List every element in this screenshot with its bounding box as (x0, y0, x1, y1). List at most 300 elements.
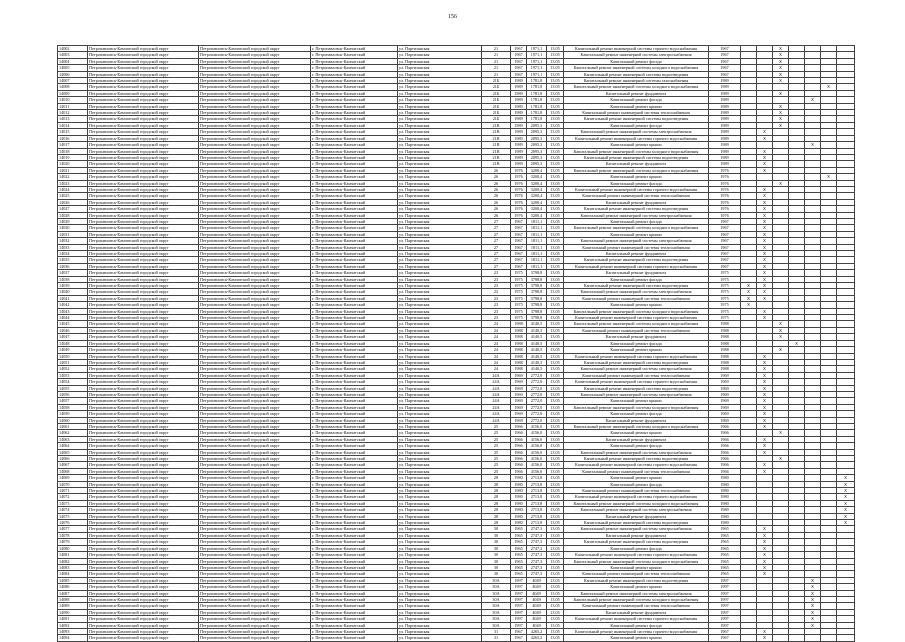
house-number-cell: 26 (482, 174, 511, 180)
year-built-cell: 1975 (511, 302, 527, 308)
year-built-cell: 1965 (511, 526, 527, 532)
locality-cell: г. Петропавловск-Камчатский (311, 52, 398, 58)
house-number-cell: 21В (482, 161, 511, 167)
municipality-cell: Петропавловск-Камчатский городской округ (88, 231, 199, 237)
locality-cell: г. Петропавловск-Камчатский (311, 154, 398, 160)
period-mark-5-cell: X (805, 584, 821, 590)
row-number-cell: 14083 (58, 564, 88, 570)
locality-cell: г. Петропавловск-Камчатский (311, 110, 398, 116)
street-cell: ул. Партизанская (398, 199, 482, 205)
year-overhaul-cell: 1966 (709, 430, 741, 436)
year-built-cell: 1965 (511, 558, 527, 564)
house-number-cell: 30А (482, 596, 511, 602)
work-type-cell: Капитальный ремонт фасада (564, 180, 709, 186)
municipality-cell: Петропавловск-Камчатский городской округ (88, 564, 199, 570)
work-type-cell: Капитальный ремонт фундамента (564, 513, 709, 519)
municipality-cell: Петропавловск-Камчатский городской округ (88, 571, 199, 577)
work-type-cell: Капитальный ремонт инженерной системы водоотведения (564, 283, 709, 289)
work-type-cell: Капитальный ремонт инженерной системы водоотведения (564, 520, 709, 526)
street-cell: ул. Партизанская (398, 334, 482, 340)
street-cell: ул. Партизанская (398, 372, 482, 378)
total-area-cell: 1811,1 (527, 257, 547, 263)
municipality-cell: Петропавловск-Камчатский городской округ (88, 257, 199, 263)
settlement-cell: Петропавловск-Камчатский городской округ (199, 359, 311, 365)
street-cell: ул. Партизанская (398, 110, 482, 116)
year-overhaul-cell: 1967 (709, 71, 741, 77)
year-overhaul-cell: 1976 (709, 174, 741, 180)
street-cell: ул. Партизанская (398, 263, 482, 269)
municipality-cell: Петропавловск-Камчатский городской округ (88, 295, 199, 301)
municipality-cell: Петропавловск-Камчатский городской округ (88, 500, 199, 506)
house-number-cell: 23 (482, 308, 511, 314)
row-number-cell: 14057 (58, 398, 88, 404)
municipality-cell: Петропавловск-Камчатский городской округ (88, 193, 199, 199)
period-mark-2-cell: X (757, 564, 773, 570)
year-built-cell: 1967 (511, 238, 527, 244)
settlement-cell: Петропавловск-Камчатский городской округ (199, 212, 311, 218)
house-number-cell: 31 (482, 635, 511, 641)
year-overhaul-cell: 1989 (709, 154, 741, 160)
total-area-cell: 2713,8 (527, 507, 547, 513)
locality-cell: г. Петропавловск-Камчатский (311, 577, 398, 583)
normative-code-cell: 13.05 (547, 321, 564, 327)
year-built-cell: 1976 (511, 186, 527, 192)
row-number-cell: 14012 (58, 110, 88, 116)
period-mark-2-cell: X (757, 411, 773, 417)
municipality-cell: Петропавловск-Камчатский городской округ (88, 129, 199, 135)
normative-code-cell: 13.05 (547, 481, 564, 487)
total-area-cell: 2747,3 (527, 552, 547, 558)
house-number-cell: 26 (482, 193, 511, 199)
year-overhaul-cell: 1967 (709, 52, 741, 58)
settlement-cell: Петропавловск-Камчатский городской округ (199, 596, 311, 602)
normative-code-cell: 13.05 (547, 366, 564, 372)
total-area-cell: 2095,3 (527, 148, 547, 154)
normative-code-cell: 13.05 (547, 577, 564, 583)
year-built-cell: 1966 (511, 423, 527, 429)
year-overhaul-cell: 1967 (709, 231, 741, 237)
year-built-cell: 1997 (511, 609, 527, 615)
locality-cell: г. Петропавловск-Камчатский (311, 609, 398, 615)
normative-code-cell: 13.05 (547, 571, 564, 577)
period-mark-4-cell (789, 635, 805, 641)
year-built-cell: 1967 (511, 628, 527, 634)
locality-cell: г. Петропавловск-Камчатский (311, 257, 398, 263)
settlement-cell: Петропавловск-Камчатский городской округ (199, 468, 311, 474)
house-number-cell: 24А (482, 372, 511, 378)
year-built-cell: 1975 (511, 295, 527, 301)
locality-cell: г. Петропавловск-Камчатский (311, 231, 398, 237)
work-type-cell: Капитальный ремонт инженерной системы электроснабжения (564, 129, 709, 135)
total-area-cell: 2095,3 (527, 129, 547, 135)
settlement-cell: Петропавловск-Камчатский городской округ (199, 251, 311, 257)
work-type-cell: Капитальный ремонт инженерной системы холодного водоснабжения (564, 558, 709, 564)
year-overhaul-cell: 1980 (709, 494, 741, 500)
house-number-cell: 23 (482, 315, 511, 321)
total-area-cell: 2747,3 (527, 545, 547, 551)
locality-cell: г. Петропавловск-Камчатский (311, 449, 398, 455)
year-built-cell: 1980 (511, 488, 527, 494)
locality-cell: г. Петропавловск-Камчатский (311, 430, 398, 436)
year-overhaul-cell: 1997 (709, 616, 741, 622)
locality-cell: г. Петропавловск-Камчатский (311, 552, 398, 558)
work-type-cell: Капитальный ремонт фасада (564, 218, 709, 224)
year-overhaul-cell: 1967 (709, 58, 741, 64)
period-mark-5-cell: X (805, 603, 821, 609)
house-number-cell: 30 (482, 532, 511, 538)
settlement-cell: Петропавловск-Камчатский городской округ (199, 436, 311, 442)
locality-cell: г. Петропавловск-Камчатский (311, 520, 398, 526)
municipality-cell: Петропавловск-Камчатский городской округ (88, 635, 199, 641)
settlement-cell: Петропавловск-Камчатский городской округ (199, 622, 311, 628)
year-overhaul-cell: 1988 (709, 327, 741, 333)
year-overhaul-cell: 1966 (709, 436, 741, 442)
year-overhaul-cell: 1967 (709, 263, 741, 269)
year-built-cell: 1966 (511, 430, 527, 436)
work-type-cell: Капитальный ремонт фундамента (564, 417, 709, 423)
normative-code-cell: 13.05 (547, 552, 564, 558)
total-area-cell: 1781,8 (527, 103, 547, 109)
locality-cell: г. Петропавловск-Камчатский (311, 65, 398, 71)
settlement-cell: Петропавловск-Камчатский городской округ (199, 366, 311, 372)
year-built-cell: 1965 (511, 571, 527, 577)
normative-code-cell: 13.05 (547, 71, 564, 77)
house-number-cell: 21Б (482, 84, 511, 90)
street-cell: ул. Партизанская (398, 78, 482, 84)
year-overhaul-cell: 1975 (709, 283, 741, 289)
municipality-cell: Петропавловск-Камчатский городской округ (88, 321, 199, 327)
settlement-cell: Петропавловск-Камчатский городской округ (199, 180, 311, 186)
period-mark-3-cell: X (773, 456, 789, 462)
settlement-cell: Петропавловск-Камчатский городской округ (199, 58, 311, 64)
total-area-cell: 3798,8 (527, 289, 547, 295)
row-number-cell: 14039 (58, 283, 88, 289)
normative-code-cell: 13.05 (547, 244, 564, 250)
period-mark-2-cell: X (757, 289, 773, 295)
street-cell: ул. Партизанская (398, 590, 482, 596)
municipality-cell: Петропавловск-Камчатский городской округ (88, 65, 199, 71)
year-built-cell: 1967 (511, 225, 527, 231)
year-built-cell: 1997 (511, 596, 527, 602)
street-cell: ул. Партизанская (398, 379, 482, 385)
work-type-cell: Капитальный ремонт фундамента (564, 532, 709, 538)
settlement-cell: Петропавловск-Камчатский городской округ (199, 135, 311, 141)
year-overhaul-cell: 1988 (709, 353, 741, 359)
house-number-cell: 28 (482, 481, 511, 487)
work-type-cell: Капитальный ремонт инженерной системы теплоснабжения (564, 468, 709, 474)
total-area-cell: 4156,0 (527, 436, 547, 442)
settlement-cell: Петропавловск-Камчатский городской округ (199, 417, 311, 423)
street-cell: ул. Партизанская (398, 103, 482, 109)
municipality-cell: Петропавловск-Камчатский городской округ (88, 628, 199, 634)
year-overhaul-cell: 1975 (709, 289, 741, 295)
normative-code-cell: 13.05 (547, 58, 564, 64)
year-built-cell: 1989 (511, 135, 527, 141)
period-mark-2-cell: X (757, 404, 773, 410)
street-cell: ул. Партизанская (398, 327, 482, 333)
locality-cell: г. Петропавловск-Камчатский (311, 225, 398, 231)
normative-code-cell: 13.05 (547, 148, 564, 154)
period-mark-3-cell: X (773, 122, 789, 128)
house-number-cell: 21Б (482, 116, 511, 122)
house-number-cell: 28 (482, 475, 511, 481)
year-overhaul-cell: 1967 (709, 257, 741, 263)
year-overhaul-cell: 1976 (709, 186, 741, 192)
row-number-cell: 14058 (58, 404, 88, 410)
municipality-cell: Петропавловск-Камчатский городской округ (88, 199, 199, 205)
locality-cell: г. Петропавловск-Камчатский (311, 558, 398, 564)
work-type-cell: Капитальный ремонт крыши (564, 142, 709, 148)
normative-code-cell: 13.05 (547, 398, 564, 404)
total-area-cell: 1781,8 (527, 116, 547, 122)
period-mark-2-cell: X (757, 218, 773, 224)
total-area-cell: 2772,0 (527, 379, 547, 385)
year-built-cell: 1967 (511, 218, 527, 224)
municipality-cell: Петропавловск-Камчатский городской округ (88, 58, 199, 64)
year-overhaul-cell: 1989 (709, 142, 741, 148)
house-number-cell: 28 (482, 500, 511, 506)
year-built-cell: 1988 (511, 347, 527, 353)
locality-cell: г. Петропавловск-Камчатский (311, 347, 398, 353)
work-type-cell: Капитальный ремонт инженерной системы горячего водоснабжения (564, 135, 709, 141)
settlement-cell: Петропавловск-Камчатский городской округ (199, 456, 311, 462)
street-cell: ул. Партизанская (398, 571, 482, 577)
settlement-cell: Петропавловск-Камчатский городской округ (199, 481, 311, 487)
year-built-cell: 1989 (511, 116, 527, 122)
normative-code-cell: 13.05 (547, 251, 564, 257)
year-built-cell: 1975 (511, 276, 527, 282)
total-area-cell: 2772,0 (527, 372, 547, 378)
street-cell: ул. Партизанская (398, 616, 482, 622)
year-overhaul-cell: 1989 (709, 135, 741, 141)
locality-cell: г. Петропавловск-Камчатский (311, 628, 398, 634)
street-cell: ул. Партизанская (398, 391, 482, 397)
settlement-cell: Петропавловск-Камчатский городской округ (199, 289, 311, 295)
settlement-cell: Петропавловск-Камчатский городской округ (199, 71, 311, 77)
locality-cell: г. Петропавловск-Камчатский (311, 590, 398, 596)
row-number-cell: 14091 (58, 616, 88, 622)
period-mark-7-cell: X (837, 488, 855, 494)
normative-code-cell: 13.05 (547, 628, 564, 634)
locality-cell: г. Петропавловск-Камчатский (311, 167, 398, 173)
total-area-cell: 3798,8 (527, 295, 547, 301)
house-number-cell: 30 (482, 564, 511, 570)
work-type-cell: Капитальный ремонт инженерной системы холодного водоснабжения (564, 148, 709, 154)
municipality-cell: Петропавловск-Камчатский городской округ (88, 520, 199, 526)
year-overhaul-cell: 1980 (709, 488, 741, 494)
work-type-cell: Капитальный ремонт крыши (564, 635, 709, 641)
normative-code-cell: 13.05 (547, 532, 564, 538)
year-overhaul-cell: 1980 (709, 513, 741, 519)
work-type-cell: Капитальный ремонт фундамента (564, 199, 709, 205)
normative-code-cell: 13.05 (547, 391, 564, 397)
year-built-cell: 1966 (511, 468, 527, 474)
normative-code-cell: 13.05 (547, 372, 564, 378)
street-cell: ул. Партизанская (398, 148, 482, 154)
year-overhaul-cell: 1969 (709, 372, 741, 378)
year-overhaul-cell: 1989 (709, 78, 741, 84)
house-number-cell: 27 (482, 257, 511, 263)
street-cell: ул. Партизанская (398, 52, 482, 58)
period-mark-5-cell: X (805, 142, 821, 148)
normative-code-cell: 13.05 (547, 154, 564, 160)
municipality-cell: Петропавловск-Камчатский городской округ (88, 443, 199, 449)
locality-cell: г. Петропавловск-Камчатский (311, 199, 398, 205)
settlement-cell: Петропавловск-Камчатский городской округ (199, 78, 311, 84)
street-cell: ул. Партизанская (398, 231, 482, 237)
row-number-cell: 14033 (58, 244, 88, 250)
total-area-cell: 1781,8 (527, 84, 547, 90)
work-type-cell: Капитальный ремонт инженерной системы водоотведения (564, 71, 709, 77)
row-number-cell: 14032 (58, 238, 88, 244)
house-number-cell: 27 (482, 225, 511, 231)
municipality-cell: Петропавловск-Камчатский городской округ (88, 590, 199, 596)
total-area-cell: 2713,8 (527, 513, 547, 519)
house-number-cell: 27 (482, 244, 511, 250)
year-overhaul-cell: 1988 (709, 340, 741, 346)
total-area-cell: 2095,3 (527, 135, 547, 141)
total-area-cell: 4156,0 (527, 449, 547, 455)
work-type-cell: Капитальный ремонт инженерной системы холодного водоснабжения (564, 225, 709, 231)
normative-code-cell: 13.05 (547, 129, 564, 135)
work-type-cell: Капитальный ремонт фасада (564, 411, 709, 417)
normative-code-cell: 13.05 (547, 449, 564, 455)
municipality-cell: Петропавловск-Камчатский городской округ (88, 174, 199, 180)
house-number-cell: 30 (482, 526, 511, 532)
locality-cell: г. Петропавловск-Камчатский (311, 436, 398, 442)
street-cell: ул. Партизанская (398, 609, 482, 615)
normative-code-cell: 13.05 (547, 161, 564, 167)
house-number-cell: 31 (482, 628, 511, 634)
total-area-cell: 4265,2 (527, 628, 547, 634)
settlement-cell: Петропавловск-Камчатский городской округ (199, 225, 311, 231)
row-number-cell: 14059 (58, 411, 88, 417)
total-area-cell: 4140,5 (527, 366, 547, 372)
year-overhaul-cell: 1997 (709, 603, 741, 609)
period-mark-2-cell: X (757, 193, 773, 199)
municipality-cell: Петропавловск-Камчатский городской округ (88, 359, 199, 365)
row-number-cell: 14045 (58, 321, 88, 327)
period-mark-3-cell: X (773, 103, 789, 109)
year-built-cell: 1989 (511, 122, 527, 128)
work-type-cell: Капитальный ремонт инженерной системы электроснабжения (564, 391, 709, 397)
municipality-cell: Петропавловск-Камчатский городской округ (88, 84, 199, 90)
house-number-cell: 23 (482, 302, 511, 308)
total-area-cell: 1811,1 (527, 231, 547, 237)
period-mark-2-cell: X (757, 251, 773, 257)
municipality-cell: Петропавловск-Камчатский городской округ (88, 379, 199, 385)
row-number-cell: 14070 (58, 481, 88, 487)
normative-code-cell: 13.05 (547, 456, 564, 462)
year-built-cell: 1980 (511, 513, 527, 519)
row-number-cell: 14056 (58, 391, 88, 397)
year-overhaul-cell: 1976 (709, 206, 741, 212)
normative-code-cell: 13.05 (547, 218, 564, 224)
period-mark-5-cell: X (805, 590, 821, 596)
locality-cell: г. Петропавловск-Камчатский (311, 366, 398, 372)
row-number-cell: 14074 (58, 507, 88, 513)
period-mark-2-cell: X (757, 539, 773, 545)
municipality-cell: Петропавловск-Камчатский городской округ (88, 315, 199, 321)
year-built-cell: 1997 (511, 622, 527, 628)
work-type-cell: Капитальный ремонт инженерной системы холодного водоснабжения (564, 596, 709, 602)
total-area-cell: 2772,0 (527, 398, 547, 404)
row-number-cell: 14024 (58, 186, 88, 192)
municipality-cell: Петропавловск-Камчатский городской округ (88, 110, 199, 116)
municipality-cell: Петропавловск-Камчатский городской округ (88, 513, 199, 519)
year-overhaul-cell: 1966 (709, 468, 741, 474)
page-number: 156 (448, 14, 457, 20)
locality-cell: г. Петропавловск-Камчатский (311, 635, 398, 641)
settlement-cell: Петропавловск-Камчатский городской округ (199, 635, 311, 641)
house-number-cell: 24А (482, 385, 511, 391)
work-type-cell: Капитальный ремонт инженерной системы горячего водоснабжения (564, 186, 709, 192)
normative-code-cell: 13.05 (547, 142, 564, 148)
house-number-cell: 30А (482, 590, 511, 596)
total-area-cell: 2713,8 (527, 520, 547, 526)
year-overhaul-cell: 1989 (709, 148, 741, 154)
total-area-cell: 3798,8 (527, 315, 547, 321)
municipality-cell: Петропавловск-Камчатский городской округ (88, 289, 199, 295)
year-overhaul-cell: 1989 (709, 84, 741, 90)
settlement-cell: Петропавловск-Камчатский городской округ (199, 500, 311, 506)
locality-cell: г. Петропавловск-Камчатский (311, 398, 398, 404)
municipality-cell: Петропавловск-Камчатский городской округ (88, 507, 199, 513)
row-number-cell: 14080 (58, 545, 88, 551)
normative-code-cell: 13.05 (547, 539, 564, 545)
locality-cell: г. Петропавловск-Камчатский (311, 71, 398, 77)
municipality-cell: Петропавловск-Камчатский городской округ (88, 616, 199, 622)
normative-code-cell: 13.05 (547, 475, 564, 481)
row-number-cell: 14029 (58, 218, 88, 224)
total-area-cell: 2772,0 (527, 404, 547, 410)
total-area-cell: 3798,8 (527, 283, 547, 289)
municipality-cell: Петропавловск-Камчатский городской округ (88, 263, 199, 269)
normative-code-cell: 13.05 (547, 622, 564, 628)
year-overhaul-cell: 1997 (709, 584, 741, 590)
street-cell: ул. Партизанская (398, 270, 482, 276)
total-area-cell: 2095,3 (527, 122, 547, 128)
total-area-cell: 4156,0 (527, 430, 547, 436)
settlement-cell: Петропавловск-Камчатский городской округ (199, 90, 311, 96)
settlement-cell: Петропавловск-Камчатский городской округ (199, 84, 311, 90)
street-cell: ул. Партизанская (398, 436, 482, 442)
year-built-cell: 1976 (511, 174, 527, 180)
settlement-cell: Петропавловск-Камчатский городской округ (199, 122, 311, 128)
total-area-cell: 4049 (527, 590, 547, 596)
period-mark-2-cell: X (757, 199, 773, 205)
street-cell: ул. Партизанская (398, 385, 482, 391)
total-area-cell: 2747,3 (527, 564, 547, 570)
house-number-cell: 30А (482, 622, 511, 628)
period-mark-2-cell: X (757, 379, 773, 385)
settlement-cell: Петропавловск-Камчатский городской округ (199, 449, 311, 455)
house-number-cell: 21 (482, 58, 511, 64)
municipality-cell: Петропавловск-Камчатский городской округ (88, 347, 199, 353)
work-type-cell: Капитальный ремонт инженерной системы теплоснабжения (564, 295, 709, 301)
period-mark-2-cell: X (757, 270, 773, 276)
settlement-cell: Петропавловск-Камчатский городской округ (199, 110, 311, 116)
normative-code-cell: 13.05 (547, 186, 564, 192)
locality-cell: г. Петропавловск-Камчатский (311, 539, 398, 545)
total-area-cell: 1811,1 (527, 251, 547, 257)
row-number-cell: 14067 (58, 462, 88, 468)
period-mark-2-cell: X (757, 436, 773, 442)
house-number-cell: 21В (482, 154, 511, 160)
settlement-cell: Петропавловск-Камчатский городской округ (199, 526, 311, 532)
municipality-cell: Петропавловск-Камчатский городской округ (88, 391, 199, 397)
locality-cell: г. Петропавловск-Камчатский (311, 513, 398, 519)
